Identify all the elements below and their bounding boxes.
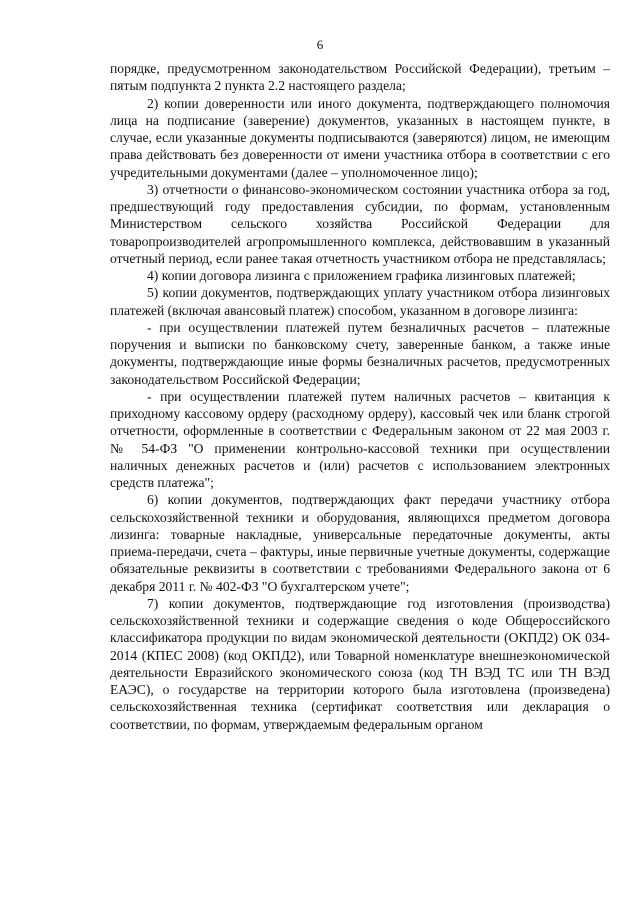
paragraph-item-7: 7) копии документов, подтверждающие год изготовления (производства) сельскохозяйственной техники и содержащие сведения о коде Общероссийского классификатора продукции по видам экономической деятельности (ОКПД2) ОК 034-2014 (КПЕС 2008) (код ОКПД2), или Товарной номенклатуре внешнеэкономической деятельности Евразийского экономического союза (код ТН ВЭД ТС или ТН ВЭД ЕАЭС), о государстве на территории которого была изготовлена (произведена) сельскохозяйственная техника (сертификат соответствия или декларация о соответствии, по формам, утверждаемым федеральным органом <box>110 595 610 732</box>
paragraph-cash-payments: - при осуществлении платежей путем наличных расчетов – квитанция к приходному кассовому ордеру (расходному ордеру), кассовый чек или бланк строгой отчетности, оформленные в соответствии с Федеральным законом от 22 мая 2003 г. № 54-ФЗ "О применении контрольно-кассовой техники при осуществлении наличных денежных расчетов и (или) расчетов с использованием электронных средств платежа"; <box>110 388 610 490</box>
document-body <box>110 60 610 733</box>
paragraph-item-2: 2) копии доверенности или иного документа, подтверждающего полномочия лица на подписание (заверение) документов, указанных в настоящем пункте, в случае, если указанные документы подписываются (заверяются) лицом, не имеющим права действовать без доверенности от имени участника отбора в соответствии с его учредительными документами (далее – уполномоченное лицо); <box>110 95 610 180</box>
paragraph-item-3: 3) отчетности о финансово-экономическом состоянии участника отбора за год, предшествующий году предоставления субсидии, по формам, установленным Министерством сельского хозяйства Российской Федерации для товаропроизводителей агропромышленного комплекса, действовавшим в указанный отчетный период, если ранее такая отчетность участником отбора не представлялась; <box>110 181 610 266</box>
paragraph-cashless-payments: - при осуществлении платежей путем безналичных расчетов – платежные поручения и выписки по банковскому счету, заверенные банком, а также иные документы, подтверждающие иные формы безналичных расчетов, предусмотренных законодательством Российской Федерации; <box>110 319 610 387</box>
paragraph-item-6: 6) копии документов, подтверждающих факт передачи участнику отбора сельскохозяйственной техники и оборудования, являющихся предметом договора лизинга: товарные накладные, универсальные передаточные документы, акты приема-передачи, счета – фактуры, иные первичные учетные документы, содержащие обязательные реквизиты в соответствии с требованиями Федерального закона от 6 декабря 2011 г. № 402-ФЗ "О бухгалтерском учете"; <box>110 492 610 594</box>
paragraph-item-4: 4) копии договора лизинга с приложением графика лизинговых платежей; <box>147 268 576 283</box>
page-number: 6 <box>316 37 324 52</box>
paragraph-item-5: 5) копии документов, подтверждающих уплату участником отбора лизинговых платежей (включая авансовый платеж) способом, указанном в договоре лизинга: <box>110 285 610 318</box>
paragraph-continuation: порядке, предусмотренном законодательством Российской Федерации), третьим – пятым подпункта 2 пункта 2.2 настоящего раздела; <box>110 61 610 94</box>
